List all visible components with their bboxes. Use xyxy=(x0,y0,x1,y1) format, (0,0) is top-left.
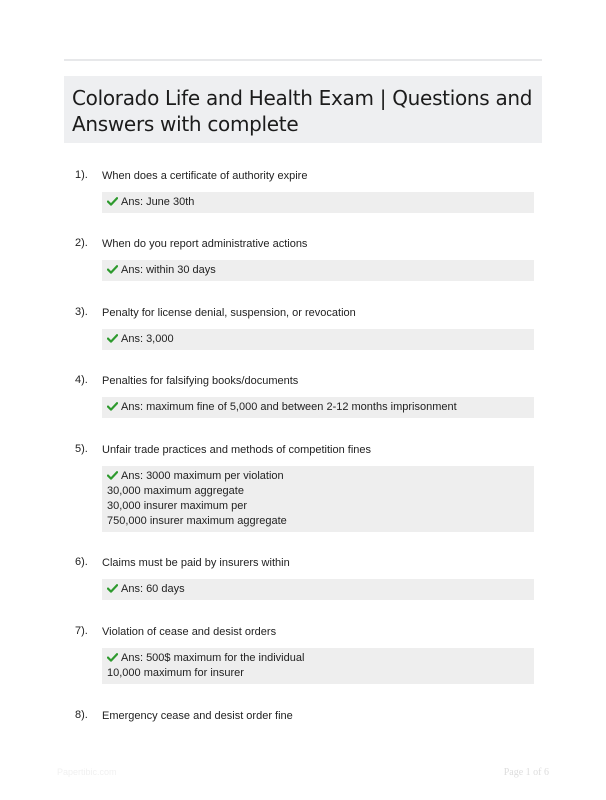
checkmark-icon xyxy=(107,653,118,662)
answer-box xyxy=(102,260,534,281)
question-text: Penalty for license denial, suspension, or revocation xyxy=(102,307,356,319)
answer-line xyxy=(107,469,534,484)
document-title: Colorado Life and Health Exam | Questions and Answers with complete xyxy=(72,86,533,136)
answer-text: Ans: 60 days xyxy=(121,583,185,595)
answer-text: Ans: within 30 days xyxy=(121,264,216,276)
question-number: 4). xyxy=(75,374,88,386)
question-number: 7). xyxy=(75,625,88,637)
answer-line xyxy=(107,514,534,529)
answer-text: 750,000 insurer maximum aggregate xyxy=(107,515,287,527)
question-number: 3). xyxy=(75,306,88,318)
answer-text: Ans: maximum fine of 5,000 and between 2-12 months imprisonment xyxy=(121,401,457,413)
question-text: Violation of cease and desist orders xyxy=(102,626,277,638)
question-text: When does a certificate of authority expire xyxy=(102,170,308,182)
question-text: When do you report administrative actions xyxy=(102,238,308,250)
answer-line xyxy=(107,582,534,597)
answer-text: 30,000 insurer maximum per xyxy=(107,500,248,512)
question-text: Unfair trade practices and methods of competition fines xyxy=(102,444,372,456)
page-number: Page 1 of 6 xyxy=(503,767,549,778)
answer-line xyxy=(107,332,534,347)
answer-box xyxy=(102,329,534,350)
question-number: 8). xyxy=(75,709,88,721)
question-number: 6). xyxy=(75,556,88,568)
answer-box xyxy=(102,192,534,213)
answer-box xyxy=(102,466,534,532)
answer-line xyxy=(107,195,534,210)
checkmark-icon xyxy=(107,197,118,206)
answer-line xyxy=(107,499,534,514)
checkmark-icon xyxy=(107,265,118,274)
answer-text: Ans: 3000 maximum per violation xyxy=(121,470,284,482)
answer-line xyxy=(107,263,534,278)
answer-text: Ans: June 30th xyxy=(121,196,195,208)
title-banner xyxy=(64,76,542,143)
top-divider xyxy=(64,59,542,61)
answer-line xyxy=(107,651,534,666)
answer-text: 10,000 maximum for insurer xyxy=(107,667,244,679)
answer-line xyxy=(107,484,534,499)
answer-line xyxy=(107,400,534,415)
question-text: Claims must be paid by insurers within xyxy=(102,557,290,569)
answer-box xyxy=(102,397,534,418)
footer-watermark: Papertibic.com xyxy=(57,767,117,777)
answer-text: Ans: 3,000 xyxy=(121,333,174,345)
answer-box xyxy=(102,648,534,684)
question-text: Emergency cease and desist order fine xyxy=(102,710,293,722)
answer-box xyxy=(102,579,534,600)
answer-line xyxy=(107,666,534,681)
checkmark-icon xyxy=(107,471,118,480)
checkmark-icon xyxy=(107,584,118,593)
question-number: 1). xyxy=(75,169,88,181)
answer-text: Ans: 500$ maximum for the individual xyxy=(121,652,305,664)
question-text: Penalties for falsifying books/documents xyxy=(102,375,299,387)
checkmark-icon xyxy=(107,334,118,343)
checkmark-icon xyxy=(107,402,118,411)
question-number: 2). xyxy=(75,237,88,249)
question-number: 5). xyxy=(75,443,88,455)
answer-text: 30,000 maximum aggregate xyxy=(107,485,244,497)
